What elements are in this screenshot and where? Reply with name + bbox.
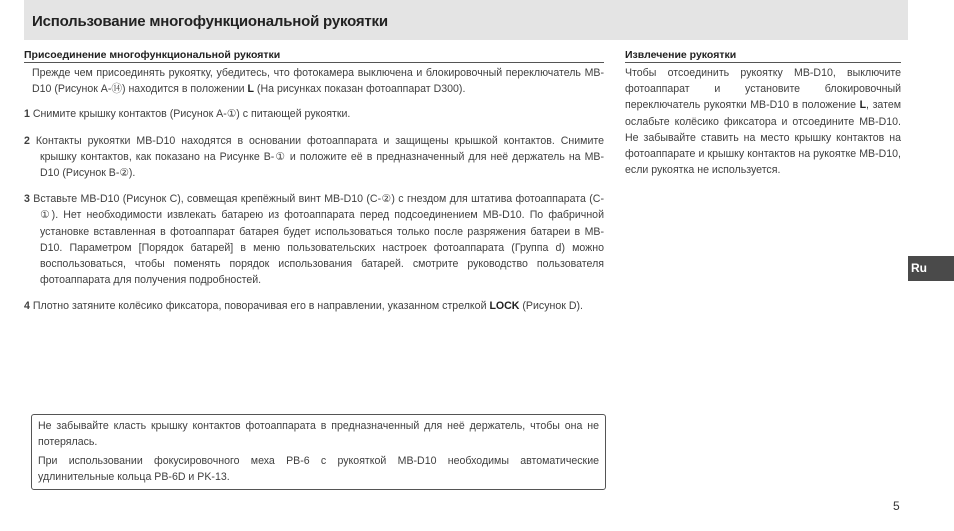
remove-heading: Извлечение рукоятки <box>625 49 901 63</box>
step-3-text: Вставьте MB-D10 (Рисунок C), совмещая крепёжный винт MB-D10 (C-②) с гнездом для штатива фотоаппарата (C-①). Нет необходимости извлекать батарею из фотоаппарата перед подсоединением MB-D10. По фабричной установке вставленная в фотоаппарат батарея будет использоваться только после разряжения батареи в MB-D10. Параметром [Порядок батарей] в меню пользовательских настроек фотоаппарата (Группа d) можно воспользоваться, чтобы поменять порядок использования батарей. смотрите руководство пользователя фотоаппарата для получения подробностей. <box>33 193 604 287</box>
step-4-number: 4 <box>24 300 30 313</box>
step-2-text: Контакты рукоятки MB-D10 находятся в основании фотоаппарата и защищены крышкой контактов. Снимите крышку контактов, как показано на Рисунке B-① и положите её в предназначенный для неё держатель на MB-D10 (Рисунок B-②). <box>35 134 604 180</box>
step-4-text-b: (Рисунок D). <box>519 300 583 313</box>
step-1-number: 1 <box>24 108 30 121</box>
remove-text-a: Чтобы отсоединить рукоятку MB-D10, выключите фотоаппарат и установите блокировочный переключатель рукоятки MB-D10 в положение <box>625 67 901 112</box>
attach-intro-lock: L <box>247 83 254 96</box>
step-1-text: Снимите крышку контактов (Рисунок A-①) с питающей рукоятки. <box>32 108 351 121</box>
remove-text-b: , затем ослабьте колёсико фиксатора и отсоедините MB-D10. Не забывайте ставить на место крышку контактов на фотоаппарате и крышку контактов на рукоятке MB-D10, если рукоятка не используется. <box>625 99 901 177</box>
attach-intro <box>32 65 604 97</box>
step-4-lock-word: LOCK <box>489 300 520 313</box>
step-2-number: 2 <box>24 134 30 147</box>
note-box <box>31 414 606 490</box>
header-band <box>24 0 908 40</box>
step-2 <box>24 133 604 182</box>
attach-heading: Присоединение многофункциональной рукоятки <box>24 49 604 63</box>
step-3-number: 3 <box>24 193 30 206</box>
language-tab: Ru <box>908 256 954 281</box>
remove-text <box>625 65 901 178</box>
note-line-2: При использовании фокусировочного меха PB-6 с рукояткой MB-D10 необходимы автоматические удлинительные кольца PB-6D и PK-13. <box>38 455 599 483</box>
page-title: Использование многофункциональной рукоятки <box>32 13 388 30</box>
page-number: 5 <box>893 499 900 513</box>
remove-lock: L <box>859 99 867 112</box>
attach-section <box>24 49 604 315</box>
attach-intro-text-b: (На рисунках показан фотоаппарат D300). <box>253 83 466 96</box>
attach-intro-text-a: Прежде чем присоединять рукоятку, убедитесь, что фотокамера выключена и блокировочный переключатель MB-D10 (Рисунок A-⑭) находится в положении <box>32 67 604 96</box>
step-3 <box>24 191 604 288</box>
step-4 <box>24 298 604 314</box>
step-4-text-a: Плотно затяните колёсико фиксатора, поворачивая его в направлении, указанном стрелкой <box>32 300 490 313</box>
step-1 <box>24 106 604 122</box>
remove-section <box>625 49 901 178</box>
note-line-1: Не забывайте класть крышку контактов фотоаппарата в предназначенный для неё держатель, чтобы она не потерялась. <box>38 420 599 448</box>
